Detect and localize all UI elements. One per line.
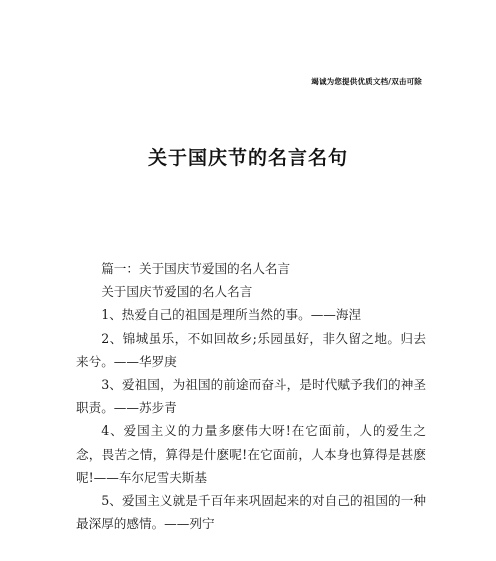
header-note: 竭诚为您提供优质文档/双击可除 bbox=[311, 77, 422, 86]
paragraph: 关于国庆节爱国的名人名言 bbox=[101, 284, 253, 300]
paragraph: 4、爱国主义的力量多麽伟大呀!在它面前，人的爱生之念，畏苦之情，算得是什麽呢!在它面前，人本身也算得是甚麽呢!——车尔尼雪夫斯基 bbox=[76, 423, 426, 485]
paragraph: 篇一：关于国庆节爱国的名人名言 bbox=[101, 261, 291, 276]
document-body bbox=[76, 257, 426, 535]
document-title: 关于国庆节的名言名句 bbox=[147, 147, 348, 169]
paragraph: 1、热爱自己的祖国是理所当然的事。——海涅 bbox=[101, 307, 362, 323]
paragraph: 3、爱祖国，为祖国的前途而奋斗，是时代赋予我们的神圣职责。——苏步青 bbox=[76, 377, 426, 416]
paragraph: 2、锦城虽乐，不如回故乡;乐园虽好，非久留之地。归去来兮。——华罗庚 bbox=[76, 330, 426, 369]
paragraph: 5、爱国主义就是千百年来巩固起来的对自己的祖国的一种最深厚的感情。——列宁 bbox=[76, 493, 426, 532]
